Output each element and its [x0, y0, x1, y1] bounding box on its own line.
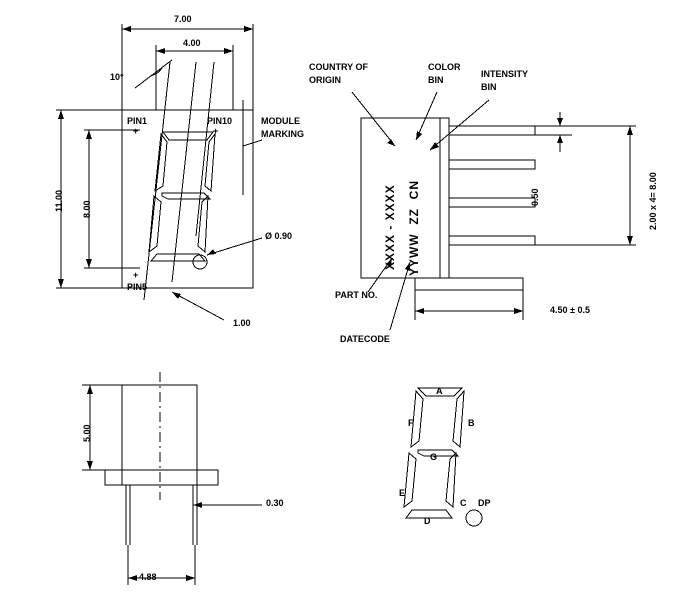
- dimension-lead-thickness-0-50: 0.50: [530, 188, 540, 206]
- side-lead-3: [449, 198, 535, 207]
- callout-plus-pin1: +: [133, 126, 139, 136]
- dimension-thickness-1-00: 1.00: [233, 318, 251, 328]
- side-body-lip: [440, 118, 449, 278]
- callout-module-marking-line1: MODULE: [261, 116, 300, 126]
- front-segment-e: [149, 196, 161, 252]
- segment-label-dp: DP: [478, 498, 491, 508]
- callout-color-bin-line1: COLOR: [428, 62, 461, 72]
- marking-datecode: YYWW ZZ CN: [407, 180, 421, 276]
- callout-module-marking-line2: MARKING: [261, 129, 304, 139]
- callout-color-bin-line2: BIN: [428, 75, 444, 85]
- front-segment-b: [205, 134, 215, 191]
- dimension-lead-length-4-50: 4.50 ± 0.5: [550, 305, 590, 315]
- dimension-lead-span-4-88: 4.88: [139, 572, 157, 582]
- callout-plus-pin10: +: [213, 126, 219, 136]
- dimension-height-11-00: 11.00: [54, 189, 64, 212]
- callout-part-no: PART NO.: [335, 290, 378, 300]
- map-decimal-point: [466, 510, 482, 526]
- side-base: [415, 278, 523, 290]
- callout-intensity-bin-line2: BIN: [481, 82, 497, 92]
- segment-label-g: G: [430, 452, 438, 462]
- front-segment-d: [151, 254, 205, 261]
- callout-intensity-bin-line1: INTENSITY: [481, 69, 529, 79]
- dimension-lead-width-0-30: 0.30: [266, 498, 284, 508]
- dimension-dia-0-90: Ø 0.90: [265, 231, 293, 241]
- dimension-width-7-00: 7.00: [174, 14, 192, 24]
- callout-pin5: PIN5: [127, 282, 148, 292]
- map-segment-g: [418, 450, 458, 456]
- side-lead-2: [449, 160, 535, 169]
- side-lead-1: [449, 126, 535, 135]
- callout-plus-pin5: +: [133, 270, 139, 280]
- callout-pin1: PIN1: [127, 116, 148, 126]
- segment-label-f: F: [408, 418, 414, 428]
- dimension-pitch-2-00x4: 2.00 x 4= 8.00: [648, 172, 658, 230]
- side-lead-4: [449, 236, 535, 245]
- side-body-outline: [361, 118, 440, 278]
- segment-label-c: C: [460, 498, 467, 508]
- dimension-height-8-00: 8.00: [82, 200, 92, 218]
- dimension-width-4-00: 4.00: [183, 38, 201, 48]
- dimension-angle-10: 10°: [110, 72, 124, 82]
- segment-label-a: A: [436, 386, 443, 396]
- callout-datecode: DATECODE: [340, 334, 390, 344]
- map-segment-c: [446, 453, 456, 507]
- segment-label-e: E: [399, 488, 406, 498]
- segment-label-d: D: [424, 516, 431, 526]
- segment-label-b: B: [468, 418, 475, 428]
- callout-pin10: PIN10: [207, 116, 233, 126]
- map-segment-b: [453, 391, 464, 447]
- map-segment-e: [404, 453, 416, 507]
- callout-country-origin-line2: ORIGIN: [309, 75, 342, 85]
- front-decimal-point: [193, 255, 207, 269]
- callout-country-origin-line1: COUNTRY OF: [309, 62, 369, 72]
- front-segment-g: [162, 193, 210, 199]
- dimension-height-5-00: 5.00: [82, 424, 92, 442]
- marking-part-number: XXXX - XXXX: [383, 184, 397, 270]
